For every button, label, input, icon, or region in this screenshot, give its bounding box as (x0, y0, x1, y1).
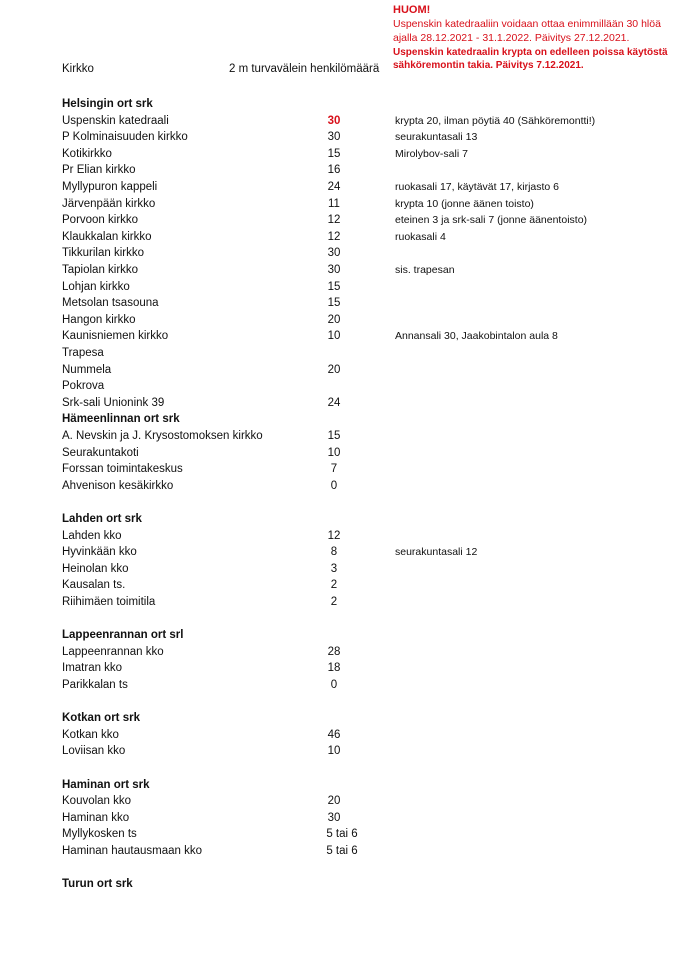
notice-body: Uspenskin katedraaliin voidaan ottaa enimmillään 30 hlöä ajalla 28.12.2021 - 31.1.2022. Päivitys 27.12.2021. (393, 18, 661, 44)
person-count: 30 (327, 131, 341, 143)
person-count: 46 (327, 729, 341, 741)
person-count: 18 (327, 662, 341, 674)
church-name: Riihimäen toimitila (62, 596, 156, 608)
person-count: 16 (327, 164, 341, 176)
person-count: 30 (327, 247, 341, 259)
church-name: Porvoon kirkko (62, 214, 139, 226)
church-name: Pokrova (62, 380, 105, 392)
church-name: Lappeenrannan kko (62, 646, 164, 658)
person-count: 0 (330, 480, 338, 492)
church-name: Imatran kko (62, 662, 123, 674)
room-note: krypta 10 (jonne äänen toisto) (395, 198, 534, 210)
person-count: 20 (327, 795, 341, 807)
person-count: 5 tai 6 (326, 845, 358, 857)
person-count: 24 (327, 181, 341, 193)
room-note: Annansali 30, Jaakobintalon aula 8 (395, 330, 558, 342)
church-name: P Kolminaisuuden kirkko (62, 131, 188, 143)
church-name: Seurakuntakoti (62, 447, 139, 459)
person-count: 11 (328, 198, 340, 210)
notice-box (393, 3, 673, 72)
church-name: Myllypuron kappeli (62, 181, 158, 193)
room-note: seurakuntasali 13 (395, 131, 478, 143)
section-name: Turun ort srk (62, 878, 133, 890)
church-name: Nummela (62, 364, 112, 376)
church-name: Haminan kko (62, 812, 130, 824)
section-name: Haminan ort srk (62, 779, 150, 791)
person-count: 10 (327, 330, 341, 342)
church-name: Haminan hautausmaan kko (62, 845, 202, 857)
room-note: sis. trapesan (395, 264, 455, 276)
section-name: Helsingin ort srk (62, 98, 153, 110)
section-name: Kotkan ort srk (62, 712, 140, 724)
person-count: 15 (327, 148, 341, 160)
person-count: 3 (330, 563, 338, 575)
person-count: 0 (330, 679, 338, 691)
church-name: Kausalan ts. (62, 579, 126, 591)
church-name: Parikkalan ts (62, 679, 128, 691)
person-count: 20 (327, 314, 341, 326)
section-name: Lappeenrannan ort srl (62, 629, 184, 641)
church-name: Srk-sali Unionink 39 (62, 397, 165, 409)
person-count: 10 (327, 447, 341, 459)
notice-body-crypt: Uspenskin katedraalin krypta on edelleen poissa käytöstä sähköremontin takia. Päivitys 7.12.2021. (393, 47, 668, 71)
church-name: Trapesa (62, 347, 104, 359)
person-count: 5 tai 6 (326, 828, 358, 840)
church-name: Myllykosken ts (62, 828, 137, 840)
notice-title: HUOM! (393, 4, 431, 16)
church-name: Lahden kko (62, 530, 122, 542)
room-note: eteinen 3 ja srk-sali 7 (jonne äänentoisto) (395, 214, 588, 226)
person-count: 7 (330, 463, 338, 475)
church-name: Hangon kirkko (62, 314, 136, 326)
person-count: 15 (327, 281, 341, 293)
column-header-church: Kirkko (62, 63, 94, 75)
person-count: 15 (327, 430, 341, 442)
church-name: Klaukkalan kirkko (62, 231, 152, 243)
church-name: Loviisan kko (62, 745, 126, 757)
person-count: 20 (327, 364, 341, 376)
church-name: Kotkan kko (62, 729, 119, 741)
church-name: Tikkurilan kirkko (62, 247, 145, 259)
person-count: 28 (327, 646, 341, 658)
person-count: 12 (327, 214, 341, 226)
church-name: Hyvinkään kko (62, 546, 137, 558)
church-name: Järvenpään kirkko (62, 198, 156, 210)
person-count: 2 (330, 596, 338, 608)
room-note: ruokasali 17, käytävät 17, kirjasto 6 (395, 181, 560, 193)
church-name: Lohjan kirkko (62, 281, 130, 293)
church-name: Uspenskin katedraali (62, 115, 169, 127)
column-header-count: 2 m turvavälein henkilömäärä (229, 63, 380, 75)
church-name: Kouvolan kko (62, 795, 132, 807)
section-name: Lahden ort srk (62, 513, 142, 525)
church-name: A. Nevskin ja J. Krysostomoksen kirkko (62, 430, 263, 442)
person-count: 2 (330, 579, 338, 591)
church-name: Pr Elian kirkko (62, 164, 136, 176)
person-count: 30 (327, 115, 341, 127)
church-name: Tapiolan kirkko (62, 264, 139, 276)
room-note: krypta 20, ilman pöytiä 40 (Sähköremontti!) (395, 115, 596, 127)
room-note: Mirolybov-sali 7 (395, 148, 468, 160)
person-count: 24 (327, 397, 341, 409)
church-name: Metsolan tsasouna (62, 297, 159, 309)
church-name: Forssan toimintakeskus (62, 463, 183, 475)
room-note: ruokasali 4 (395, 231, 446, 243)
church-name: Heinolan kko (62, 563, 129, 575)
person-count: 30 (327, 812, 341, 824)
person-count: 12 (327, 530, 341, 542)
section-name: Hämeenlinnan ort srk (62, 413, 180, 425)
room-note: seurakuntasali 12 (395, 546, 478, 558)
church-name: Kaunisniemen kirkko (62, 330, 169, 342)
person-count: 30 (327, 264, 341, 276)
person-count: 15 (327, 297, 341, 309)
person-count: 8 (330, 546, 338, 558)
person-count: 12 (327, 231, 341, 243)
church-name: Ahvenison kesäkirkko (62, 480, 174, 492)
person-count: 10 (327, 745, 341, 757)
church-name: Kotikirkko (62, 148, 112, 160)
